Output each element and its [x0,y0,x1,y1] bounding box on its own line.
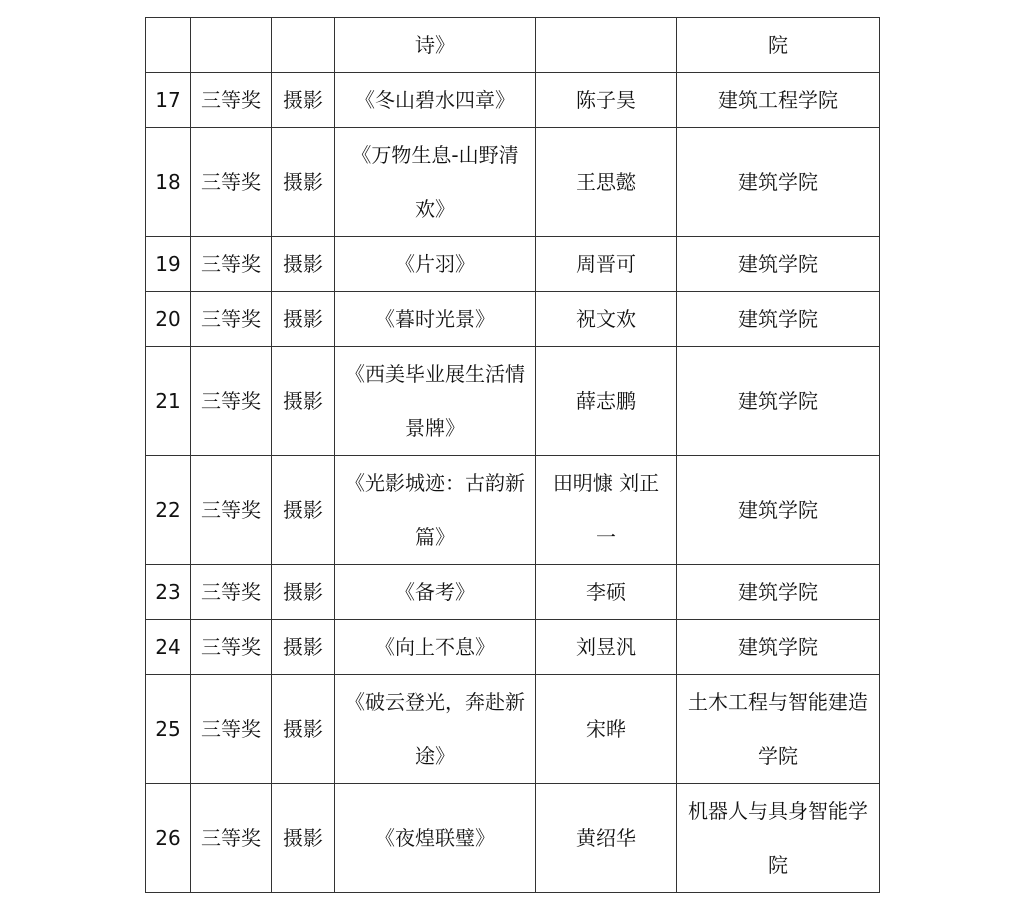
cell-category: 摄影 [272,73,335,128]
cell-number: 22 [146,456,191,565]
cell-number: 18 [146,128,191,237]
cell-number: 19 [146,237,191,292]
cell-college: 建筑学院 [677,237,880,292]
table-row [146,347,880,456]
cell-work-title: 《冬山碧水四章》 [335,73,536,128]
cell-author: 田明慷 刘正一 [536,456,677,565]
cell-award: 三等奖 [191,675,272,784]
cell-award: 三等奖 [191,456,272,565]
cell-college: 建筑工程学院 [677,73,880,128]
table-row [146,675,880,784]
cell-category [272,18,335,73]
cell-category: 摄影 [272,675,335,784]
cell-college: 建筑学院 [677,620,880,675]
cell-category: 摄影 [272,620,335,675]
cell-category: 摄影 [272,784,335,893]
cell-work-title: 《光影城迹：古韵新篇》 [335,456,536,565]
cell-author: 薛志鹏 [536,347,677,456]
cell-award: 三等奖 [191,565,272,620]
table-row [146,292,880,347]
cell-category: 摄影 [272,128,335,237]
cell-award: 三等奖 [191,237,272,292]
cell-award: 三等奖 [191,292,272,347]
cell-work-title: 诗》 [335,18,536,73]
cell-work-title: 《夜煌联璧》 [335,784,536,893]
cell-college: 建筑学院 [677,292,880,347]
cell-author [536,18,677,73]
cell-award: 三等奖 [191,784,272,893]
cell-award [191,18,272,73]
cell-author: 宋晔 [536,675,677,784]
table-row [146,784,880,893]
cell-author: 黄绍华 [536,784,677,893]
awards-table [145,17,880,893]
cell-number: 21 [146,347,191,456]
cell-work-title: 《片羽》 [335,237,536,292]
cell-work-title: 《西美毕业展生活情景牌》 [335,347,536,456]
table-row [146,620,880,675]
table-row [146,18,880,73]
cell-award: 三等奖 [191,620,272,675]
cell-number [146,18,191,73]
table-body [146,18,880,893]
cell-number: 23 [146,565,191,620]
cell-work-title: 《破云登光，奔赴新途》 [335,675,536,784]
table-row [146,237,880,292]
cell-category: 摄影 [272,456,335,565]
cell-award: 三等奖 [191,128,272,237]
cell-category: 摄影 [272,565,335,620]
cell-number: 20 [146,292,191,347]
cell-author: 王思懿 [536,128,677,237]
cell-college: 土木工程与智能建造学院 [677,675,880,784]
cell-author: 李硕 [536,565,677,620]
cell-number: 26 [146,784,191,893]
cell-college: 建筑学院 [677,456,880,565]
cell-award: 三等奖 [191,73,272,128]
cell-author: 刘昱汎 [536,620,677,675]
cell-work-title: 《备考》 [335,565,536,620]
cell-number: 25 [146,675,191,784]
table-row [146,73,880,128]
table-row [146,456,880,565]
cell-author: 周晋可 [536,237,677,292]
table-row [146,565,880,620]
cell-college: 机器人与具身智能学院 [677,784,880,893]
cell-work-title: 《向上不息》 [335,620,536,675]
cell-work-title: 《万物生息-山野清欢》 [335,128,536,237]
cell-author: 祝文欢 [536,292,677,347]
cell-category: 摄影 [272,237,335,292]
table-row [146,128,880,237]
cell-category: 摄影 [272,347,335,456]
cell-college: 建筑学院 [677,128,880,237]
cell-college: 建筑学院 [677,347,880,456]
cell-category: 摄影 [272,292,335,347]
cell-number: 17 [146,73,191,128]
cell-award: 三等奖 [191,347,272,456]
cell-college: 建筑学院 [677,565,880,620]
cell-college: 院 [677,18,880,73]
cell-number: 24 [146,620,191,675]
cell-work-title: 《暮时光景》 [335,292,536,347]
cell-author: 陈子昊 [536,73,677,128]
